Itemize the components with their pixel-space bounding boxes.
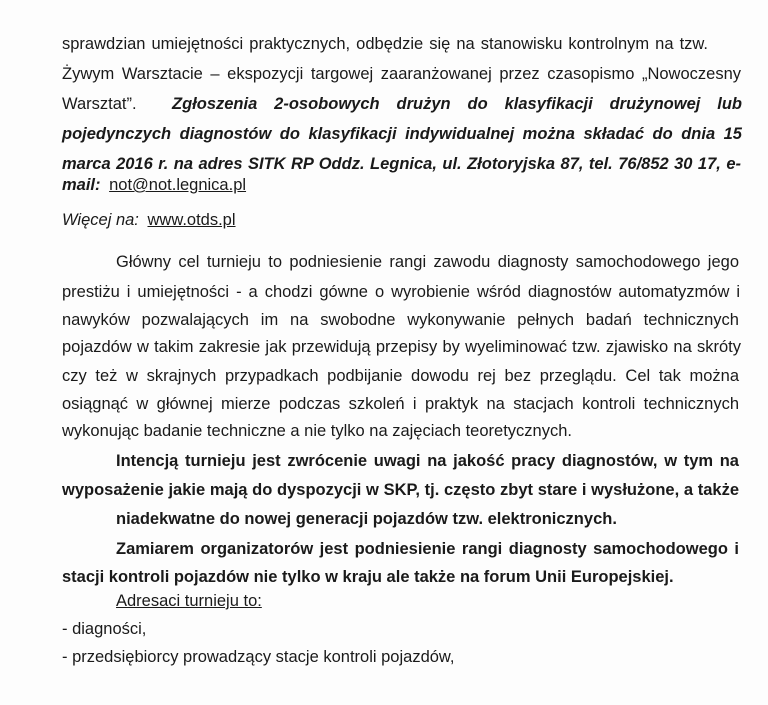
addressees-item-1: - diagności, [62,620,147,638]
paragraph-1-line-1: sprawdzian umiejętności praktycznych, odbędzie się na stanowisku kontrolnym na tzw. [62,35,708,53]
paragraph-2-line-2: prestiżu i umiejętności - a chodzi gówne o wyrobienie wśród diagnostów automatyzmów i [62,283,740,301]
paragraph-1-line-6 [62,175,246,195]
paragraph-4-line-2: stacji kontroli pojazdów nie tylko w kraju ale także na forum Unii Europejskiej. [62,568,674,586]
paragraph-2-line-4: pojazdów w takim zakresie jak przewidują przepisy by wyeliminować tzw. zjawisko na skróty [62,338,741,356]
paragraph-1-line-3-bold: Zgłoszenia 2-osobowych drużyn do klasyfikacji drużynowej lub [172,95,742,113]
email-link[interactable]: not@not.legnica.pl [109,176,247,194]
paragraph-1-line-2: Żywym Warsztacie – ekspozycji targowej zaaranżowanej przez czasopismo „Nowoczesny [62,65,741,83]
paragraph-3-line-3: niadekwatne do nowej generacji pojazdów tzw. elektronicznych. [116,510,617,528]
addressees-item-2: - przedsiębiorcy prowadzący stacje kontroli pojazdów, [62,648,455,666]
paragraph-2-line-6: osiągnąć w głównej mierze podczas szkoleń i praktyk na stacjach kontroli technicznych [62,395,739,413]
more-info-label: Więcej na: [62,211,139,229]
more-info-line [62,210,236,230]
email-label: mail: [62,176,101,194]
paragraph-3-line-2: wyposażenie jakie mają do dyspozycji w SKP, tj. często zbyt stare i wysłużone, a także [62,481,739,499]
paragraph-1-line-4: pojedynczych diagnostów do klasyfikacji indywidualnej można składać do dnia 15 [62,125,742,143]
paragraph-1-line-3 [62,94,742,114]
paragraph-2-line-5: czy też w skrajnych przypadkach podbijanie dowodu rej bez przeglądu. Cel tak można [62,367,739,385]
website-link[interactable]: www.otds.pl [147,211,236,229]
paragraph-2-line-1: Główny cel turnieju to podniesienie rangi zawodu diagnosty samochodowego jego [116,253,739,271]
paragraph-1-line-5: marca 2016 r. na adres SITK RP Oddz. Legnica, ul. Złotoryjska 87, tel. 76/852 30 17, e- [62,155,741,173]
addressees-heading: Adresaci turnieju to: [116,592,262,610]
paragraph-3-line-1: Intencją turnieju jest zwrócenie uwagi na jakość pracy diagnostów, w tym na [116,452,739,470]
paragraph-4-line-1: Zamiarem organizatorów jest podniesienie rangi diagnosty samochodowego i [116,540,739,558]
paragraph-2-line-3: nawyków pozwalających im na swobodne wykonywanie pełnych badań technicznych [62,311,739,329]
paragraph-1-line-3-normal: Warsztat”. [62,95,137,113]
paragraph-2-line-7: wykonując badanie techniczne a nie tylko na zajęciach teoretycznych. [62,422,572,440]
